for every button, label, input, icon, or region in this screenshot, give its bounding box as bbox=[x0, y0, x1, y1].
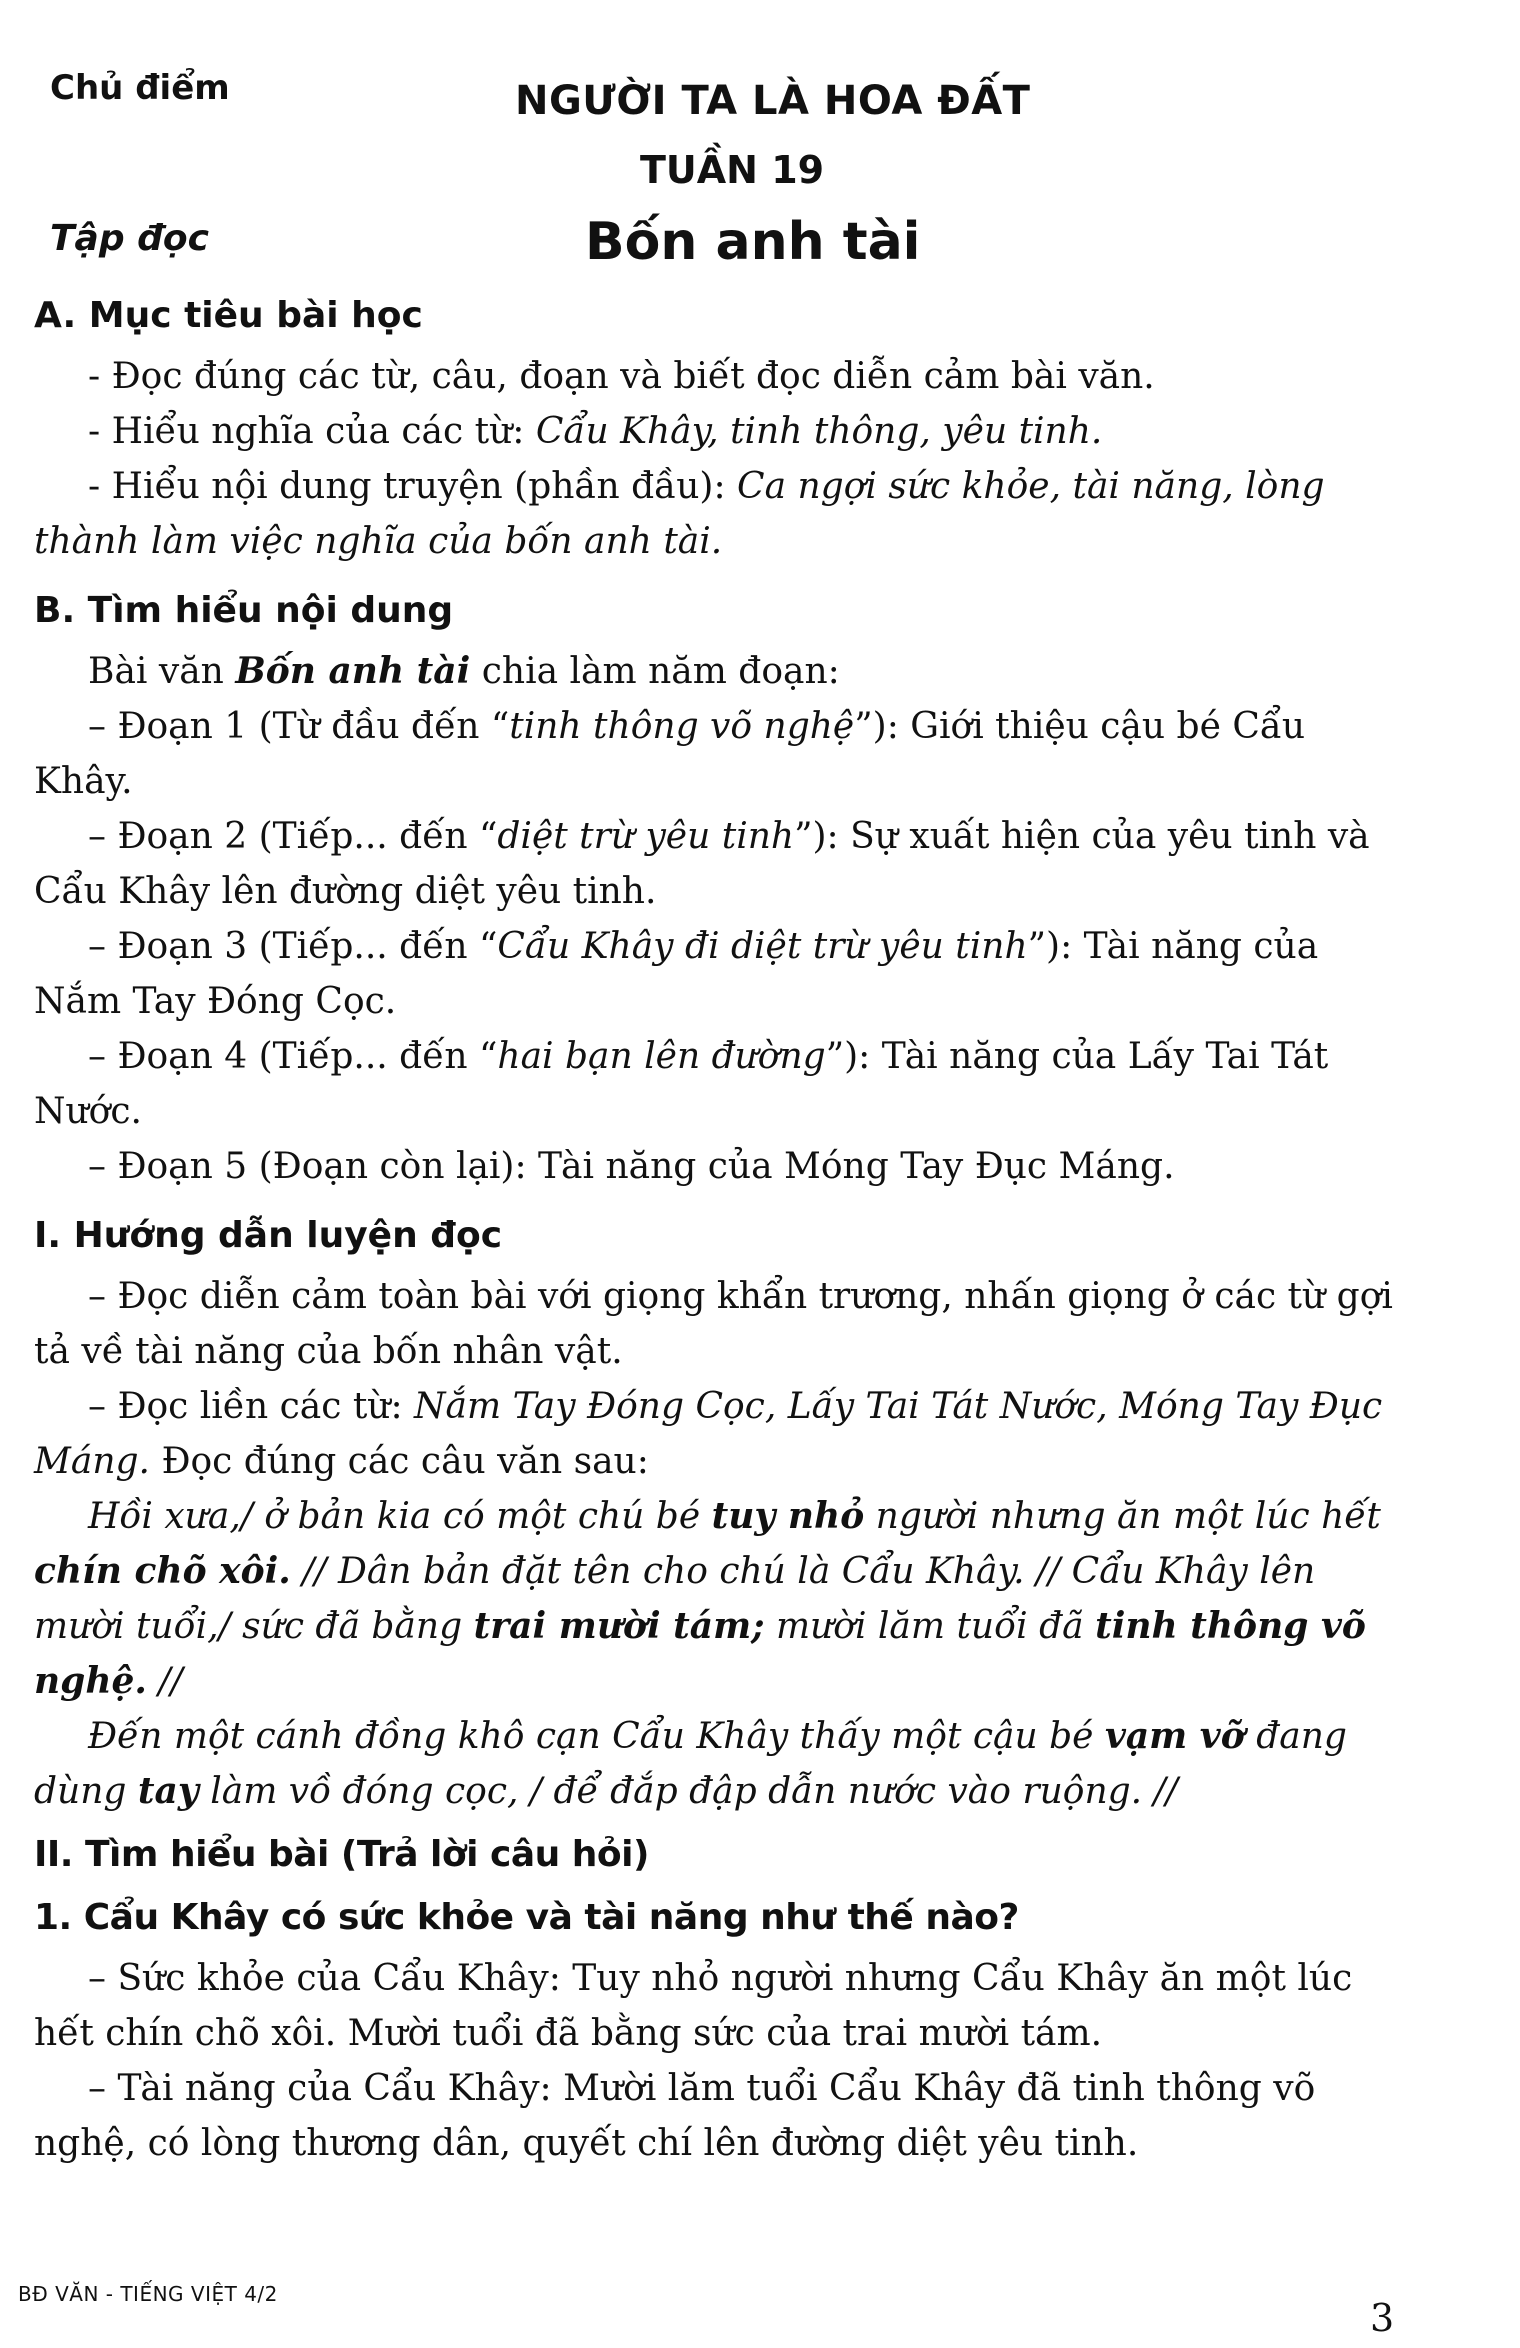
intro-text: chia làm năm đoạn: bbox=[470, 651, 840, 692]
paragraph-item bbox=[34, 809, 1414, 919]
intro-title: Bốn anh tài bbox=[235, 650, 471, 692]
excerpt-emphasis: tuy nhỏ bbox=[711, 1495, 865, 1537]
paragraph-quote: diệt trừ yêu tinh bbox=[497, 816, 795, 857]
objective-text: - Hiểu nghĩa của các từ: bbox=[88, 411, 536, 452]
lesson-title: Bốn anh tài bbox=[585, 212, 921, 272]
paragraph-item bbox=[34, 699, 1414, 809]
paragraph-text: ”): Sự xuất hiện của yêu tinh và Cẩu Khây lên đường diệt yêu tinh. bbox=[34, 816, 1370, 912]
heading-reading-guide: I. Hướng dẫn luyện đọc bbox=[34, 1215, 503, 1256]
paragraph-text: ”): Tài năng của Nắm Tay Đóng Cọc. bbox=[34, 926, 1319, 1022]
question-1: 1. Cẩu Khây có sức khỏe và tài năng như thế nào? bbox=[34, 1897, 1019, 1938]
excerpt-text: đang dùng bbox=[34, 1716, 1347, 1812]
excerpt-text: Hồi xưa,/ ở bản kia có một chú bé bbox=[88, 1496, 712, 1537]
excerpt-text: // bbox=[146, 1661, 183, 1702]
answer-text: – Sức khỏe của Cẩu Khây: Tuy nhỏ người nhưng Cẩu Khây ăn một lúc hết chín chõ xôi. Mười tuổi đã bằng sức của trai mười tám. bbox=[34, 1958, 1353, 2054]
objective-terms: Cẩu Khây, tinh thông, yêu tinh. bbox=[535, 411, 1103, 452]
objective-text: - Hiểu nội dung truyện (phần đầu): bbox=[88, 466, 738, 507]
guide-names: Nắm Tay Đóng Cọc, Lấy Tai Tát Nước, Móng Tay Đục Máng. bbox=[34, 1386, 1383, 1482]
guide-text: Đọc đúng các câu văn sau: bbox=[150, 1441, 649, 1482]
guide-text: – Đọc diễn cảm toàn bài với giọng khẩn trương, nhấn giọng ở các từ gợi tả về tài năng của bốn nhân vật. bbox=[34, 1276, 1393, 1372]
paragraph-quote: Cẩu Khây đi diệt trừ yêu tinh bbox=[497, 926, 1028, 967]
objective-summary: Ca ngợi sức khỏe, tài năng, lòng thành làm việc nghĩa của bốn anh tài. bbox=[34, 466, 1325, 562]
intro-text: Bài văn bbox=[88, 651, 236, 692]
heading-content: B. Tìm hiểu nội dung bbox=[34, 590, 454, 631]
page-number: 3 bbox=[1370, 2296, 1395, 2340]
book-footer: BĐ VĂN - TIẾNG VIỆT 4/2 bbox=[18, 2282, 278, 2306]
paragraph-item bbox=[34, 1139, 1414, 1194]
paragraph-item bbox=[34, 1029, 1414, 1139]
excerpt-text: người nhưng ăn một lúc hết bbox=[864, 1496, 1381, 1537]
paragraph-text: – Đoạn 1 (Từ đầu đến “ bbox=[88, 706, 510, 747]
excerpt-emphasis: chín chõ xôi. bbox=[34, 1550, 291, 1592]
heading-comprehension: II. Tìm hiểu bài (Trả lời câu hỏi) bbox=[34, 1834, 649, 1875]
paragraph-text: ”): Giới thiệu cậu bé Cẩu Khây. bbox=[34, 706, 1306, 802]
excerpt-text: mười lăm tuổi đã bbox=[764, 1606, 1096, 1647]
objective-item bbox=[34, 404, 1414, 459]
guide-item bbox=[34, 1269, 1414, 1379]
excerpt-emphasis: tinh thông võ nghệ. bbox=[34, 1605, 1366, 1702]
page-content bbox=[34, 280, 1414, 2171]
excerpt-text: // Dân bản đặt tên cho chú là Cẩu Khây. // Cẩu Khây lên mười tuổi,/ sức đã bằng bbox=[34, 1551, 1316, 1647]
excerpt-text: Đến một cánh đồng khô cạn Cẩu Khây thấy một cậu bé bbox=[88, 1716, 1105, 1757]
excerpt-emphasis: tay bbox=[137, 1770, 199, 1812]
answer-text: – Tài năng của Cẩu Khây: Mười lăm tuổi Cẩu Khây đã tinh thông võ nghệ, có lòng thương dân, quyết chí lên đường diệt yêu tinh. bbox=[34, 2068, 1316, 2164]
excerpt-text: làm vồ đóng cọc, / để đắp đập dẫn nước vào ruộng. // bbox=[198, 1771, 1178, 1812]
section-type-label: Tập đọc bbox=[50, 218, 209, 259]
guide-text: – Đọc liền các từ: bbox=[88, 1386, 415, 1427]
reading-excerpt bbox=[34, 1489, 1414, 1709]
answer-item bbox=[34, 2061, 1414, 2171]
theme-label: Chủ điểm bbox=[50, 68, 230, 108]
paragraph-quote: tinh thông võ nghệ bbox=[509, 706, 855, 747]
excerpt-emphasis: vạm vỡ bbox=[1104, 1715, 1245, 1757]
paragraph-text: – Đoạn 4 (Tiếp... đến “ bbox=[88, 1036, 498, 1077]
objective-item bbox=[34, 459, 1414, 569]
paragraph-text: ”): Tài năng của Lấy Tai Tát Nước. bbox=[34, 1036, 1329, 1132]
answer-item bbox=[34, 1951, 1414, 2061]
paragraph-text: – Đoạn 2 (Tiếp... đến “ bbox=[88, 816, 498, 857]
heading-objectives: A. Mục tiêu bài học bbox=[34, 295, 423, 336]
theme-title: NGƯỜI TA LÀ HOA ĐẤT bbox=[515, 78, 1031, 124]
excerpt-emphasis: trai mười tám; bbox=[473, 1605, 765, 1647]
content-intro bbox=[34, 644, 1414, 699]
paragraph-item bbox=[34, 919, 1414, 1029]
objective-item bbox=[34, 349, 1414, 404]
guide-item bbox=[34, 1379, 1414, 1489]
reading-excerpt bbox=[34, 1709, 1414, 1819]
week-label: TUẦN 19 bbox=[640, 148, 825, 192]
objective-text: - Đọc đúng các từ, câu, đoạn và biết đọc diễn cảm bài văn. bbox=[88, 356, 1155, 397]
paragraph-text: – Đoạn 3 (Tiếp... đến “ bbox=[88, 926, 498, 967]
paragraph-text: – Đoạn 5 (Đoạn còn lại): Tài năng của Móng Tay Đục Máng. bbox=[88, 1146, 1175, 1187]
paragraph-quote: hai bạn lên đường bbox=[497, 1036, 826, 1077]
